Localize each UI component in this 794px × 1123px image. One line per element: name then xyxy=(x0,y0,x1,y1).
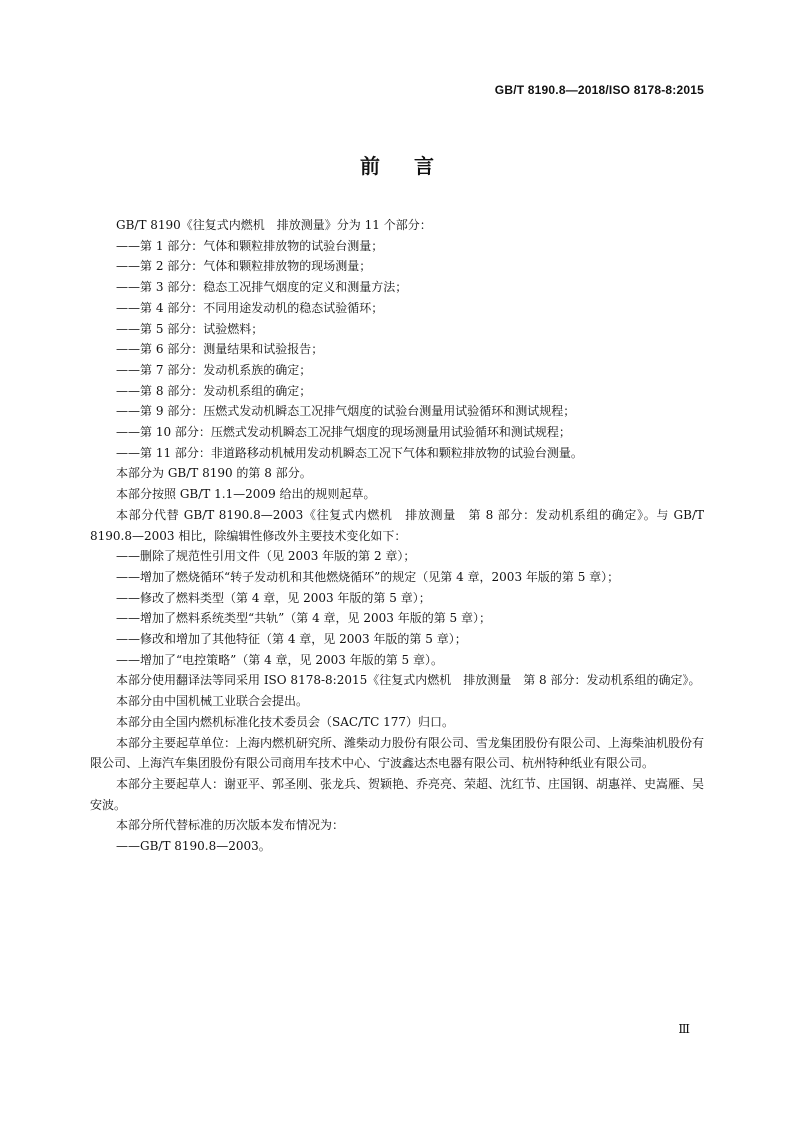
paragraph-iso-adoption: 本部分使用翻译法等同采用 ISO 8178-8:2015《往复式内燃机 排放测量 第 8 部分：发动机系组的确定》。 xyxy=(116,673,701,688)
paragraph-proposed-by: 本部分由中国机械工业联合会提出。 xyxy=(116,694,309,709)
list-item-part-8: ——第 8 部分：发动机系组的确定； xyxy=(116,383,312,398)
history-item-1: ——GB/T 8190.8—2003。 xyxy=(116,839,271,854)
list-item-part-7: ——第 7 部分：发动机系族的确定； xyxy=(116,362,312,377)
standard-code-header: GB/T 8190.8—2018/ISO 8178-8:2015 xyxy=(494,83,704,97)
list-item-part-2: ——第 2 部分：气体和颗粒排放物的现场测量； xyxy=(116,259,372,274)
change-item-3: ——修改了燃料类型（第 4 章，见 2003 年版的第 5 章）； xyxy=(116,590,431,605)
change-item-6: ——增加了“电控策略”（第 4 章，见 2003 年版的第 5 章）。 xyxy=(116,652,443,667)
list-item-part-6: ——第 6 部分：测量结果和试验报告； xyxy=(116,342,324,357)
list-item-part-11: ——第 11 部分：非道路移动机械用发动机瞬态工况下气体和颗粒排放物的试验台测量。 xyxy=(116,445,583,460)
change-item-2: ——增加了燃烧循环“转子发动机和其他燃烧循环”的规定（见第 4 章，2003 年版的第 5 章）； xyxy=(116,569,620,584)
list-item-part-9: ——第 9 部分：压燃式发动机瞬态工况排气烟度的试验台测量用试验循环和测试规程； xyxy=(116,404,576,419)
paragraph-administered-by: 本部分由全国内燃机标准化技术委员会（SAC/TC 177）归口。 xyxy=(116,714,455,729)
paragraph-series-intro: GB/T 8190《往复式内燃机 排放测量》分为 11 个部分： xyxy=(116,218,432,232)
paragraph-drafting-rules: 本部分按照 GB/T 1.1—2009 给出的规则起草。 xyxy=(116,487,376,502)
change-item-1: ——删除了规范性引用文件（见 2003 年版的第 2 章）； xyxy=(116,549,416,564)
change-item-4: ——增加了燃料系统类型“共轨”（第 4 章，见 2003 年版的第 5 章）； xyxy=(116,611,491,626)
paragraph-history-intro: 本部分所代替标准的历次版本发布情况为： xyxy=(116,818,345,833)
list-item-part-3: ——第 3 部分：稳态工况排气烟度的定义和测量方法； xyxy=(116,280,408,295)
list-item-part-5: ——第 5 部分：试验燃料； xyxy=(116,321,264,336)
paragraph-part-statement: 本部分为 GB/T 8190 的第 8 部分。 xyxy=(116,466,312,481)
paragraph-drafters: 本部分主要起草人：谢亚平、郭圣刚、张龙兵、贺颖艳、乔亮亮、荣超、沈红节、庄国钢、胡惠祥、史嵩雁、吴安波。 xyxy=(90,776,705,812)
foreword-body xyxy=(90,215,704,857)
list-item-part-4: ——第 4 部分：不同用途发动机的稳态试验循环； xyxy=(116,300,384,315)
change-item-5: ——修改和增加了其他特征（第 4 章，见 2003 年版的第 5 章）； xyxy=(116,632,467,647)
list-item-part-1: ——第 1 部分：气体和颗粒排放物的试验台测量； xyxy=(116,238,384,253)
page-number: Ⅲ xyxy=(678,1022,690,1036)
page-title: 前言 xyxy=(360,154,468,178)
paragraph-replacement: 本部分代替 GB/T 8190.8—2003《往复式内燃机 排放测量 第 8 部分：发动机系组的确定》。与 GB/T 8190.8—2003 相比，除编辑性修改外主要技术变化如下： xyxy=(90,507,704,543)
list-item-part-10: ——第 10 部分：压燃式发动机瞬态工况排气烟度的现场测量用试验循环和测试规程； xyxy=(116,425,571,440)
paragraph-drafting-units: 本部分主要起草单位：上海内燃机研究所、潍柴动力股份有限公司、雪龙集团股份有限公司、上海柴油机股份有限公司、上海汽车集团股份有限公司商用车技术中心、宁波鑫达杰电器有限公司、杭州特种纸业有限公司。 xyxy=(90,735,705,771)
